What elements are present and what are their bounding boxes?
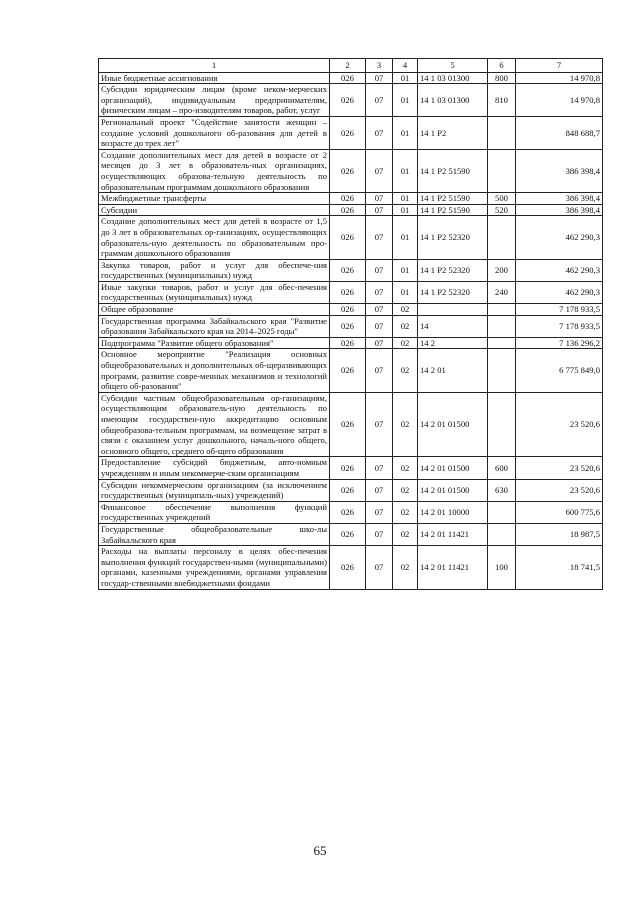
row-pr: 01 — [393, 216, 418, 259]
table-row — [99, 337, 603, 349]
row-pr: 02 — [393, 337, 418, 349]
row-sum: 386 398,4 — [516, 204, 603, 216]
row-name: Создание дополнительных мест для детей в возрасте от 1,5 до 3 лет в образовательных ор-ганизациях, осуществляющих образователь-ную деятельность по образовательным про-граммам дошкольного образования — [99, 216, 330, 259]
row-gr: 026 — [330, 349, 366, 392]
page-number: 65 — [313, 843, 327, 858]
table-row — [99, 259, 603, 281]
row-rz: 07 — [366, 392, 393, 457]
row-sum: 386 398,4 — [516, 193, 603, 205]
row-name: Иные закупки товаров, работ и услуг для обес-печения государственных (муниципальных) нужд — [99, 281, 330, 303]
row-rz: 07 — [366, 457, 393, 479]
row-sum: 462 290,3 — [516, 281, 603, 303]
row-sum: 18 741,5 — [516, 546, 603, 589]
row-gr: 026 — [330, 315, 366, 337]
table-row — [99, 479, 603, 501]
row-vr: 200 — [488, 259, 516, 281]
row-csr: 14 2 01 01500 — [418, 457, 488, 479]
table-header-row — [99, 59, 603, 73]
row-name: Подпрограмма "Развитие общего образования" — [99, 337, 330, 349]
row-gr: 026 — [330, 457, 366, 479]
row-sum: 848 688,7 — [516, 116, 603, 149]
row-vr: 500 — [488, 193, 516, 205]
row-pr: 01 — [393, 116, 418, 149]
row-sum: 6 775 849,0 — [516, 349, 603, 392]
row-vr: 630 — [488, 479, 516, 501]
row-vr: 240 — [488, 281, 516, 303]
row-gr: 026 — [330, 392, 366, 457]
row-sum: 600 775,6 — [516, 501, 603, 523]
table-row — [99, 304, 603, 316]
header-col-7: 7 — [516, 59, 603, 73]
row-csr: 14 — [418, 315, 488, 337]
row-csr: 14 2 01 — [418, 349, 488, 392]
row-pr: 01 — [393, 149, 418, 192]
row-vr — [488, 523, 516, 545]
row-gr: 026 — [330, 546, 366, 589]
header-col-3: 3 — [366, 59, 393, 73]
row-rz: 07 — [366, 479, 393, 501]
row-sum: 23 520,6 — [516, 392, 603, 457]
row-rz: 07 — [366, 315, 393, 337]
row-name: Расходы на выплаты персоналу в целях обес-печения выполнения функций государствен-ными (муниципальными) органами, казенными учреждениями, органами управления государ-ственными внебюджетными фондами — [99, 546, 330, 589]
table-row — [99, 84, 603, 117]
row-pr: 02 — [393, 479, 418, 501]
table-row — [99, 204, 603, 216]
row-name: Субсидии частным общеобразовательным ор-ганизациям, осуществляющим образователь-ную деятельность по имеющим государствен-ную аккредитацию основным общеобразова-тельным программам, на возмещение затрат в связи с оказанием услуг дошкольного, началь-ного общего, основного общего, среднего об-щего образования — [99, 392, 330, 457]
row-csr: 14 2 01 10000 — [418, 501, 488, 523]
row-gr: 026 — [330, 523, 366, 545]
table-row — [99, 149, 603, 192]
header-col-5: 5 — [418, 59, 488, 73]
row-sum: 23 520,6 — [516, 479, 603, 501]
row-rz: 07 — [366, 216, 393, 259]
row-rz: 07 — [366, 304, 393, 316]
table-row — [99, 193, 603, 205]
row-gr: 026 — [330, 72, 366, 84]
row-rz: 07 — [366, 72, 393, 84]
row-csr: 14 2 01 01500 — [418, 392, 488, 457]
row-gr: 026 — [330, 149, 366, 192]
row-pr: 02 — [393, 501, 418, 523]
row-gr: 026 — [330, 281, 366, 303]
row-name: Закупка товаров, работ и услуг для обеспече-ния государственных (муниципальных) нужд — [99, 259, 330, 281]
table-row — [99, 116, 603, 149]
row-pr: 01 — [393, 259, 418, 281]
row-name: Основное мероприятие "Реализация основных общеобразовательных и дополнительных об-щеразвивающих программ, развитие совре-менных механизмов и технологий общего об-разования" — [99, 349, 330, 392]
row-pr: 02 — [393, 304, 418, 316]
row-csr: 14 1 P2 51590 — [418, 193, 488, 205]
row-vr — [488, 304, 516, 316]
row-name: Предоставление субсидий бюджетным, авто-номным учреждениям и иным некоммерче-ским организациям — [99, 457, 330, 479]
row-rz: 07 — [366, 84, 393, 117]
row-csr: 14 1 P2 51590 — [418, 149, 488, 192]
row-gr: 026 — [330, 216, 366, 259]
row-sum: 7 178 933,5 — [516, 304, 603, 316]
row-gr: 026 — [330, 84, 366, 117]
row-pr: 02 — [393, 523, 418, 545]
row-gr: 026 — [330, 304, 366, 316]
row-csr: 14 2 01 11421 — [418, 546, 488, 589]
row-gr: 026 — [330, 116, 366, 149]
row-gr: 026 — [330, 204, 366, 216]
row-gr: 026 — [330, 337, 366, 349]
row-gr: 026 — [330, 479, 366, 501]
row-vr — [488, 349, 516, 392]
row-name: Иные бюджетные ассигнования — [99, 72, 330, 84]
header-col-4: 4 — [393, 59, 418, 73]
row-rz: 07 — [366, 337, 393, 349]
table-row — [99, 216, 603, 259]
row-csr: 14 1 P2 52320 — [418, 259, 488, 281]
row-rz: 07 — [366, 523, 393, 545]
row-sum: 14 970,8 — [516, 72, 603, 84]
row-sum: 7 136 296,2 — [516, 337, 603, 349]
row-csr: 14 1 03 01300 — [418, 84, 488, 117]
row-pr: 02 — [393, 392, 418, 457]
row-name: Финансовое обеспечение выполнения функций государственных учреждений — [99, 501, 330, 523]
table-row — [99, 457, 603, 479]
header-col-1: 1 — [99, 59, 330, 73]
row-pr: 02 — [393, 349, 418, 392]
row-name: Государственная программа Забайкальского края "Развитие образования Забайкальского края на 2014–2025 годы" — [99, 315, 330, 337]
table-row — [99, 281, 603, 303]
row-name: Субсидии некоммерческим организациям (за исключением государственных (муниципаль-ных) учреждений) — [99, 479, 330, 501]
table-row — [99, 349, 603, 392]
row-pr: 01 — [393, 84, 418, 117]
row-pr: 02 — [393, 457, 418, 479]
table-row — [99, 546, 603, 589]
row-vr — [488, 392, 516, 457]
row-vr: 520 — [488, 204, 516, 216]
row-vr: 810 — [488, 84, 516, 117]
row-csr: 14 2 01 11421 — [418, 523, 488, 545]
row-rz: 07 — [366, 116, 393, 149]
row-sum: 23 520,6 — [516, 457, 603, 479]
row-csr: 14 1 P2 52320 — [418, 216, 488, 259]
row-csr: 14 1 P2 — [418, 116, 488, 149]
row-pr: 02 — [393, 315, 418, 337]
table-row — [99, 315, 603, 337]
row-vr — [488, 116, 516, 149]
row-csr: 14 1 03 01300 — [418, 72, 488, 84]
row-sum: 14 970,8 — [516, 84, 603, 117]
row-pr: 01 — [393, 72, 418, 84]
table-row — [99, 501, 603, 523]
row-sum: 462 290,3 — [516, 216, 603, 259]
row-vr: 800 — [488, 72, 516, 84]
row-rz: 07 — [366, 281, 393, 303]
row-pr: 01 — [393, 204, 418, 216]
row-vr — [488, 337, 516, 349]
row-pr: 01 — [393, 281, 418, 303]
row-name: Субсидии — [99, 204, 330, 216]
row-vr — [488, 315, 516, 337]
row-sum: 462 290,3 — [516, 259, 603, 281]
row-vr — [488, 501, 516, 523]
row-rz: 07 — [366, 349, 393, 392]
table-row — [99, 72, 603, 84]
table-row — [99, 392, 603, 457]
row-rz: 07 — [366, 149, 393, 192]
row-name: Субсидии юридическим лицам (кроме неком-мерческих организаций), индивидуальным предпринимателям, физическим лицам – про-изводителям товаров, работ, услуг — [99, 84, 330, 117]
header-col-6: 6 — [488, 59, 516, 73]
row-gr: 026 — [330, 259, 366, 281]
header-col-2: 2 — [330, 59, 366, 73]
row-rz: 07 — [366, 259, 393, 281]
row-csr — [418, 304, 488, 316]
row-sum: 386 398,4 — [516, 149, 603, 192]
row-name: Межбюджетные трансферты — [99, 193, 330, 205]
row-csr: 14 2 01 01500 — [418, 479, 488, 501]
row-pr: 01 — [393, 193, 418, 205]
row-rz: 07 — [366, 204, 393, 216]
row-vr — [488, 216, 516, 259]
row-csr: 14 1 P2 51590 — [418, 204, 488, 216]
row-gr: 026 — [330, 193, 366, 205]
table-row — [99, 523, 603, 545]
row-pr: 02 — [393, 546, 418, 589]
row-csr: 14 2 — [418, 337, 488, 349]
row-name: Создание дополнительных мест для детей в возрасте от 2 месяцев до 3 лет в образователь-ных организациях, осуществляющих образова-тельную деятельность по образовательным программам дошкольного образования — [99, 149, 330, 192]
row-name: Общее образование — [99, 304, 330, 316]
row-sum: 7 178 933,5 — [516, 315, 603, 337]
row-vr: 100 — [488, 546, 516, 589]
budget-table — [98, 58, 603, 590]
row-csr: 14 1 P2 52320 — [418, 281, 488, 303]
row-name: Региональный проект "Содействие занятости женщин – создание условий дошкольного об-разования для детей в возрасте до трех лет" — [99, 116, 330, 149]
row-rz: 07 — [366, 501, 393, 523]
row-rz: 07 — [366, 546, 393, 589]
row-rz: 07 — [366, 193, 393, 205]
row-sum: 18 987,5 — [516, 523, 603, 545]
row-gr: 026 — [330, 501, 366, 523]
row-vr — [488, 149, 516, 192]
row-vr: 600 — [488, 457, 516, 479]
row-name: Государственные общеобразовательные шко-лы Забайкальского края — [99, 523, 330, 545]
